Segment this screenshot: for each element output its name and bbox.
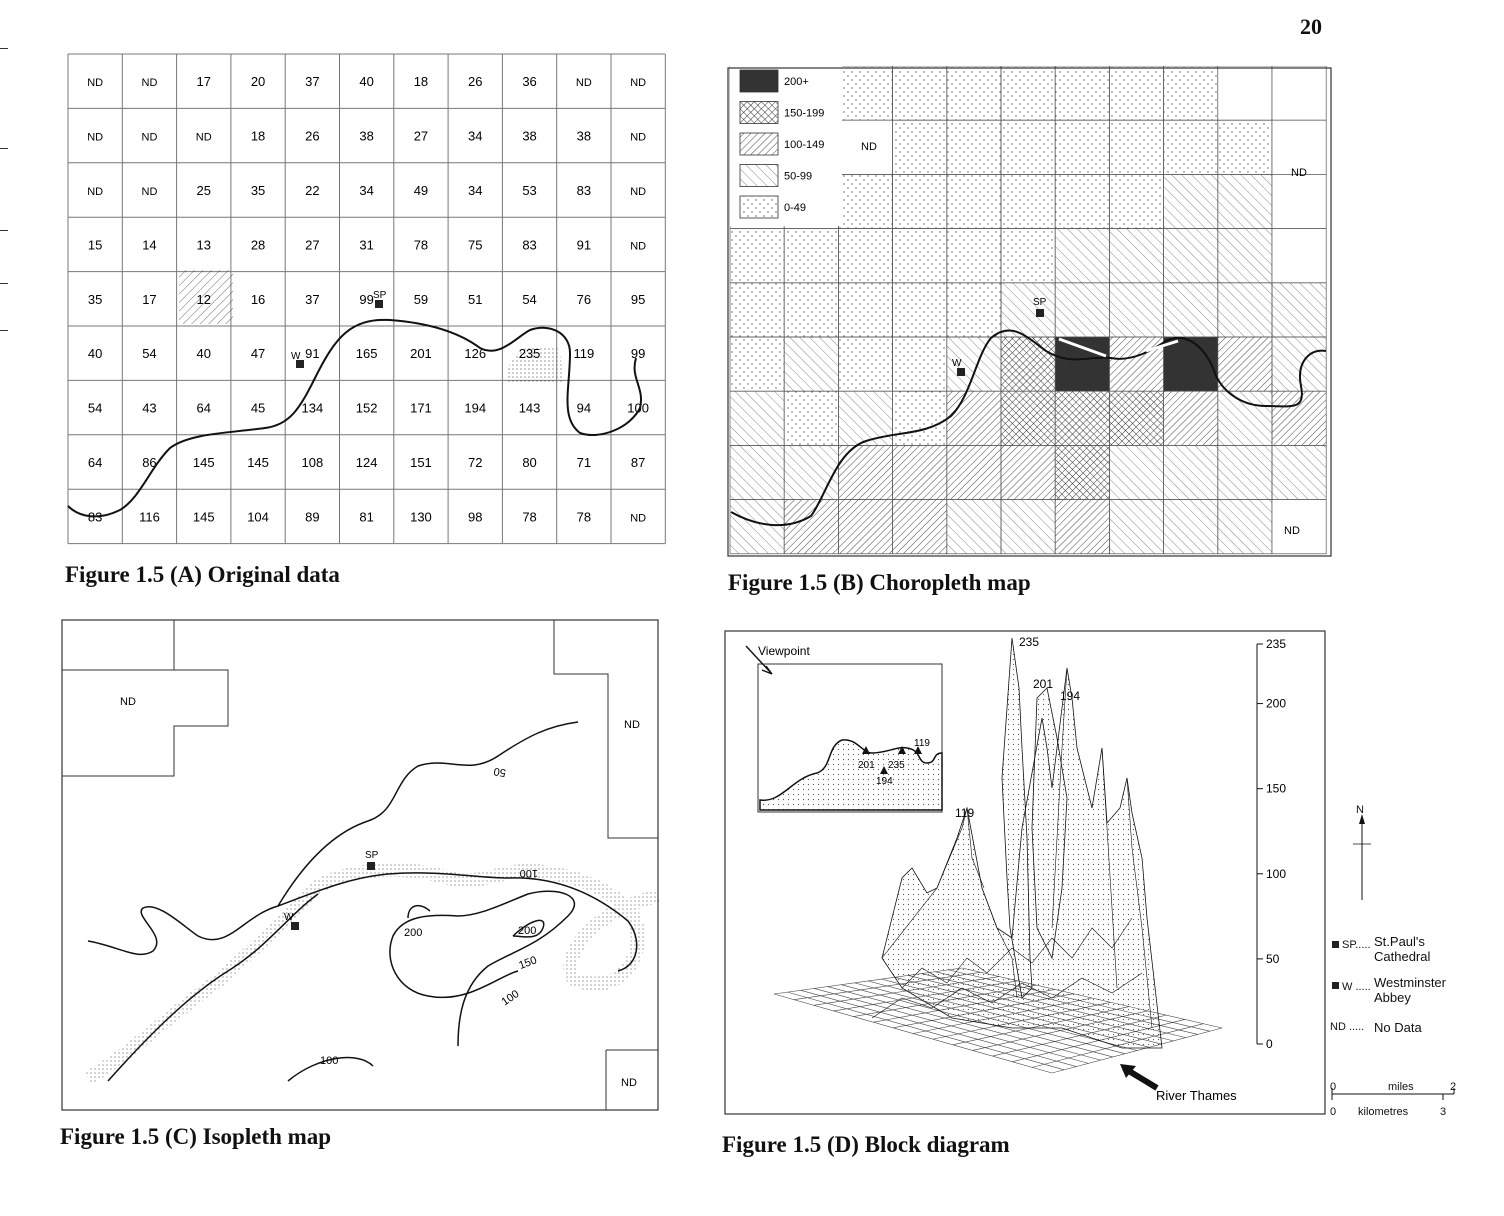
page-number: 20 xyxy=(1300,14,1322,39)
grid-cell-value: 35 xyxy=(250,183,266,198)
axis-tick-label: 150 xyxy=(1266,781,1287,796)
axis-tick-label: 235 xyxy=(1266,637,1287,651)
choropleth-cell xyxy=(784,337,838,391)
grid-cell-value: 86 xyxy=(142,455,157,470)
sp-label: SP xyxy=(373,290,387,301)
choropleth-cell xyxy=(1109,391,1163,445)
grid-cell-value: 64 xyxy=(87,455,103,470)
contour-label: 100 xyxy=(320,1055,339,1067)
choropleth-cell xyxy=(947,174,1001,228)
grid-cell-value: ND xyxy=(630,77,647,90)
grid-cell-value: 83 xyxy=(522,237,537,253)
grid-cell-value: 87 xyxy=(630,455,646,470)
grid-cell-value: 81 xyxy=(359,509,374,525)
contour-label: 100 xyxy=(519,867,538,879)
choropleth-cell xyxy=(1218,120,1272,174)
grid-cell-value: 108 xyxy=(301,455,324,470)
choropleth-cell xyxy=(1272,445,1326,499)
choropleth-cell xyxy=(1109,66,1163,120)
inset-label: 119 xyxy=(914,738,930,749)
grid-cell-value: 34 xyxy=(468,128,483,144)
legend-label: 150-199 xyxy=(784,107,825,120)
choropleth-cell xyxy=(947,445,1001,499)
legend-swatch xyxy=(740,196,778,218)
choropleth-cell xyxy=(1272,174,1326,228)
choropleth-cell xyxy=(784,283,838,337)
grid-cell-value: 80 xyxy=(522,455,537,470)
grid-cell-value: 40 xyxy=(87,346,103,362)
grid-cell-value: 17 xyxy=(196,74,211,90)
choropleth-cell xyxy=(1164,391,1218,445)
grid-cell-value: 36 xyxy=(522,74,537,90)
choropleth-cell xyxy=(893,391,947,445)
legend-swatch xyxy=(740,133,778,155)
choropleth-cell xyxy=(947,391,1001,445)
grid-cell-value: 194 xyxy=(464,400,487,416)
grid-cell-value: 83 xyxy=(87,509,103,525)
grid-cell-value: 119 xyxy=(573,346,595,362)
choropleth-cell xyxy=(1164,283,1218,337)
nd-label: ND xyxy=(624,719,640,731)
legend-swatch xyxy=(740,165,778,187)
grid-cell-value: ND xyxy=(195,131,212,144)
surface-mesh xyxy=(882,638,1162,1048)
grid-cell-value: 152 xyxy=(355,400,378,416)
choropleth-cell xyxy=(1055,120,1109,174)
margin-mark xyxy=(0,283,8,284)
choropleth-cell xyxy=(1218,283,1272,337)
choropleth-cell xyxy=(1055,337,1109,391)
grid-cell-value: 16 xyxy=(250,291,266,307)
grid-cell-value: 22 xyxy=(305,183,320,198)
scale-km-tick: 3 xyxy=(1440,1106,1447,1118)
choropleth-cell xyxy=(730,500,784,554)
grid-cell-value: 143 xyxy=(518,400,541,416)
choropleth-cell xyxy=(1164,337,1218,391)
contour-label: 150 xyxy=(517,954,539,972)
grid-cell-value: 145 xyxy=(247,455,269,470)
grid-cell-value: 53 xyxy=(522,183,537,198)
grid-cell-value: ND xyxy=(630,186,647,198)
choropleth-cell xyxy=(784,500,838,554)
contour-label: 50 xyxy=(492,764,507,779)
choropleth-cell xyxy=(1272,229,1326,283)
grid-cell-value: 31 xyxy=(359,237,374,253)
grid-cell-value: 78 xyxy=(576,509,592,525)
choropleth-cell xyxy=(1055,229,1109,283)
grid-cell-value: 26 xyxy=(305,128,320,144)
figure-a-original-data xyxy=(60,48,680,558)
choropleth-cell xyxy=(1272,66,1326,120)
choropleth-cell xyxy=(1109,229,1163,283)
westminster-abbey-marker xyxy=(1332,982,1339,989)
grid-cell-value: 99 xyxy=(359,291,374,307)
grid-cell-value: 100 xyxy=(627,400,650,416)
choropleth-cell xyxy=(1109,445,1163,499)
peak-label: 201 xyxy=(1033,677,1054,691)
choropleth-cell xyxy=(1055,174,1109,228)
legend-label: 100-149 xyxy=(784,139,825,151)
grid-cell-value: 94 xyxy=(576,400,592,416)
grid-cell-value: 26 xyxy=(468,74,483,90)
grid-cell-value: 72 xyxy=(468,455,483,470)
choropleth-cell xyxy=(1001,174,1055,228)
grid-cell-value: 45 xyxy=(250,400,266,416)
grid-cell-value: 37 xyxy=(305,74,320,90)
grid-cell-value: 27 xyxy=(413,128,429,144)
grid-cell-value: 54 xyxy=(142,346,157,362)
choropleth-cell xyxy=(1218,445,1272,499)
axis-tick-label: 100 xyxy=(1266,866,1287,881)
grid-cell-value: 49 xyxy=(413,183,429,198)
margin-mark xyxy=(0,330,8,331)
choropleth-cell xyxy=(730,391,784,445)
grid-cell-value: 78 xyxy=(522,509,537,525)
sp-label: SP xyxy=(365,850,379,861)
axis-tick-label: 200 xyxy=(1266,696,1287,711)
nd-label: ND xyxy=(1284,525,1300,537)
choropleth-cell xyxy=(1055,66,1109,120)
grid-cell-value: 38 xyxy=(359,128,374,144)
st-pauls-marker xyxy=(1332,941,1339,948)
grid-cell-value: 34 xyxy=(359,183,374,198)
grid-cell-value: 124 xyxy=(355,455,378,470)
choropleth-cell xyxy=(1164,229,1218,283)
choropleth-cell xyxy=(838,66,892,120)
inset-label: 194 xyxy=(876,776,893,787)
grid-cell-value: 12 xyxy=(196,291,211,307)
choropleth-cell xyxy=(730,445,784,499)
key-w-entry: W ..... xyxy=(1342,981,1371,993)
scale-km-tick: 0 xyxy=(1330,1106,1337,1118)
value-axis-ticks xyxy=(1257,637,1286,1051)
figure-b-caption: Figure 1.5 (B) Choropleth map xyxy=(728,570,1031,595)
choropleth-cell xyxy=(1218,66,1272,120)
grid-cell-value: 18 xyxy=(413,74,429,90)
choropleth-cell xyxy=(1272,337,1326,391)
grid-cell-value: 37 xyxy=(305,291,320,307)
margin-mark xyxy=(0,148,8,149)
grid-cell-value: 98 xyxy=(468,509,483,525)
viewpoint-label: Viewpoint xyxy=(758,644,810,658)
figure-a-caption: Figure 1.5 (A) Original data xyxy=(65,562,340,587)
choropleth-cell xyxy=(1218,174,1272,228)
choropleth-cell xyxy=(947,66,1001,120)
choropleth-cell xyxy=(838,500,892,554)
grid-cell-value: 71 xyxy=(576,455,592,470)
peak-label: 235 xyxy=(1019,635,1040,649)
grid-cell-value: 40 xyxy=(359,74,374,90)
margin-mark xyxy=(0,230,8,231)
key-nd-text: No Data xyxy=(1374,1020,1422,1035)
grid-cell-value: 40 xyxy=(196,346,211,362)
choropleth-cell xyxy=(1272,283,1326,337)
grid-cell-value: 126 xyxy=(464,346,487,362)
figure-d-caption: Figure 1.5 (D) Block diagram xyxy=(722,1132,1010,1157)
choropleth-cell xyxy=(1001,445,1055,499)
key-sp-entry: SP..... xyxy=(1342,939,1371,951)
choropleth-cell xyxy=(1218,500,1272,554)
grid-cell-value: 15 xyxy=(87,237,103,253)
choropleth-cell xyxy=(893,120,947,174)
choropleth-cell xyxy=(1109,283,1163,337)
grid-cell-value: 78 xyxy=(413,237,429,253)
nd-label: ND xyxy=(120,696,136,708)
grid-cell-value: 134 xyxy=(301,400,324,416)
choropleth-cell xyxy=(1001,229,1055,283)
choropleth-cell xyxy=(1164,120,1218,174)
grid-cell-value: 59 xyxy=(413,291,429,307)
grid-cell-value: 235 xyxy=(518,346,541,362)
choropleth-cell xyxy=(1109,337,1163,391)
choropleth-cell xyxy=(1055,283,1109,337)
grid-cell-value: 165 xyxy=(355,346,378,362)
grid-cell-value: 18 xyxy=(250,128,266,144)
grid-cell-value: 47 xyxy=(250,346,266,362)
scale-km-label: kilometres xyxy=(1358,1106,1409,1118)
nd-label: ND xyxy=(861,141,877,153)
st-pauls-marker xyxy=(1036,309,1044,317)
choropleth-cell xyxy=(1001,283,1055,337)
westminster-abbey-marker xyxy=(291,922,299,930)
grid-cell-value: ND xyxy=(575,77,592,90)
choropleth-cell xyxy=(784,445,838,499)
grid-cell-value: 99 xyxy=(630,346,646,362)
grid-values xyxy=(87,74,649,524)
grid-cell-value: ND xyxy=(630,240,647,253)
grid-cell-value: 145 xyxy=(192,509,215,525)
choropleth-cell xyxy=(893,337,947,391)
choropleth-cell xyxy=(1164,174,1218,228)
choropleth-cell xyxy=(838,283,892,337)
choropleth-cell xyxy=(947,500,1001,554)
grid-cell-value: 13 xyxy=(196,237,211,253)
choropleth-cell xyxy=(784,229,838,283)
contour-label: 200 xyxy=(404,927,423,939)
choropleth-cell xyxy=(947,120,1001,174)
grid-cell-value: 27 xyxy=(305,237,320,253)
st-pauls-marker xyxy=(375,300,383,308)
nd-label: ND xyxy=(621,1077,637,1089)
choropleth-cell xyxy=(730,283,784,337)
grid-cell-value: 17 xyxy=(142,291,157,307)
choropleth-cell xyxy=(1001,500,1055,554)
grid-cell-value: 35 xyxy=(87,291,103,307)
grid-cell-value: 104 xyxy=(247,509,269,525)
choropleth-cell xyxy=(893,445,947,499)
choropleth-cell xyxy=(893,229,947,283)
grid-cell-value: 91 xyxy=(305,346,320,362)
grid-cell-value: 28 xyxy=(250,237,266,253)
grid-cell-value: 54 xyxy=(522,291,537,307)
grid-cell-value: 54 xyxy=(87,400,103,416)
figure-b-choropleth-map xyxy=(726,66,1334,560)
choropleth-cell xyxy=(893,174,947,228)
nd-label: ND xyxy=(1291,167,1307,179)
choropleth-cell xyxy=(1055,445,1109,499)
grid-cell-value: 38 xyxy=(522,128,537,144)
grid-cell-value: 151 xyxy=(410,455,432,470)
choropleth-cell xyxy=(1001,66,1055,120)
scale-miles-label: miles xyxy=(1388,1081,1414,1093)
grid-cell-value: ND xyxy=(141,77,158,90)
choropleth-cell xyxy=(1164,445,1218,499)
scale-miles-tick: 2 xyxy=(1450,1081,1457,1093)
grid-cell-value: ND xyxy=(630,131,647,144)
peak-label: 119 xyxy=(955,806,975,820)
grid-cell-value: 14 xyxy=(142,237,157,253)
choropleth-cell xyxy=(893,66,947,120)
peak-label: 194 xyxy=(1060,689,1081,703)
w-label: W xyxy=(291,351,301,362)
choropleth-cell xyxy=(1218,337,1272,391)
choropleth-cell xyxy=(1218,391,1272,445)
choropleth-cell xyxy=(1164,66,1218,120)
st-pauls-marker xyxy=(367,862,375,870)
grid-cell-value: 95 xyxy=(630,291,646,307)
grid-cell-value: 43 xyxy=(142,400,157,416)
choropleth-cell xyxy=(838,174,892,228)
choropleth-cell xyxy=(1218,229,1272,283)
legend-label: 50-99 xyxy=(784,170,813,183)
grid-cell-value: 130 xyxy=(410,509,432,525)
grid-cell-value: 89 xyxy=(305,509,320,525)
choropleth-cell xyxy=(1109,500,1163,554)
w-label: W xyxy=(952,358,962,369)
grid-cell-value: 171 xyxy=(410,400,432,416)
choropleth-cell xyxy=(893,283,947,337)
choropleth-cell xyxy=(730,229,784,283)
river-thames-band xyxy=(88,870,658,1078)
axis-tick-label: 50 xyxy=(1266,951,1280,966)
figure-c-caption: Figure 1.5 (C) Isopleth map xyxy=(60,1124,332,1149)
key-w-text: Westminster Abbey xyxy=(1374,975,1446,1005)
grid-cell-value: 64 xyxy=(196,400,211,416)
grid-cell-value: 25 xyxy=(196,183,211,198)
choropleth-cell xyxy=(1164,500,1218,554)
inset-label: 235 xyxy=(888,760,905,771)
north-label: N xyxy=(1356,804,1364,816)
river-thames-label: River Thames xyxy=(1156,1088,1237,1103)
choropleth-cell xyxy=(1001,391,1055,445)
legend-label: 0-49 xyxy=(784,202,807,214)
w-label: W xyxy=(284,912,294,923)
grid-cell-value: 116 xyxy=(139,509,160,525)
choropleth-cell xyxy=(1272,391,1326,445)
choropleth-cell xyxy=(1109,174,1163,228)
axis-tick-label: 0 xyxy=(1266,1037,1273,1051)
choropleth-cell xyxy=(893,500,947,554)
figure-c-isopleth-map xyxy=(58,616,664,1116)
choropleth-cell xyxy=(1001,337,1055,391)
grid-cell-value: ND xyxy=(141,186,158,198)
choropleth-cell xyxy=(1109,120,1163,174)
grid-cell-value: 83 xyxy=(576,183,592,198)
sp-label: SP xyxy=(1033,297,1047,308)
choropleth-cell xyxy=(1001,120,1055,174)
grid-cell-value: 76 xyxy=(576,291,592,307)
grid-cell-value: ND xyxy=(87,186,104,198)
choropleth-cell xyxy=(730,337,784,391)
grid-cell-value: 91 xyxy=(576,237,592,253)
inset-label: 201 xyxy=(858,760,875,771)
key-sp-text: St.Paul's Cathedral xyxy=(1374,934,1431,964)
legend-label: 200+ xyxy=(784,76,809,88)
grid-cell-value: 34 xyxy=(468,183,483,198)
legend-swatch xyxy=(740,70,778,92)
grid-cell-value: 38 xyxy=(576,128,592,144)
grid-cell-value: 201 xyxy=(410,346,432,362)
map-key xyxy=(1328,800,1478,1130)
grid-cell-value: 145 xyxy=(192,455,215,470)
choropleth-cell xyxy=(838,337,892,391)
grid-cell-value: ND xyxy=(87,131,104,144)
choropleth-cell xyxy=(947,283,1001,337)
grid-cell-value: ND xyxy=(630,512,647,525)
margin-mark xyxy=(0,48,8,49)
westminster-abbey-marker xyxy=(957,368,965,376)
grid-cell-value: 75 xyxy=(468,237,483,253)
choropleth-cell xyxy=(838,229,892,283)
grid-cell-value: 51 xyxy=(468,291,483,307)
grid-cell-value: ND xyxy=(87,77,104,90)
choropleth-cell xyxy=(947,229,1001,283)
grid-cell-value: 20 xyxy=(250,74,266,90)
key-nd-entry: ND ..... xyxy=(1330,1021,1365,1033)
figure-d-block-diagram xyxy=(722,628,1328,1118)
choropleth-cell xyxy=(784,391,838,445)
scale-miles-tick: 0 xyxy=(1330,1081,1337,1093)
contour-label: 200 xyxy=(518,925,537,937)
contour-label: 100 xyxy=(499,987,522,1009)
choropleth-cell xyxy=(1055,500,1109,554)
grid-cell-value: ND xyxy=(141,131,158,144)
legend-swatch xyxy=(740,102,778,124)
choropleth-cell xyxy=(1055,391,1109,445)
